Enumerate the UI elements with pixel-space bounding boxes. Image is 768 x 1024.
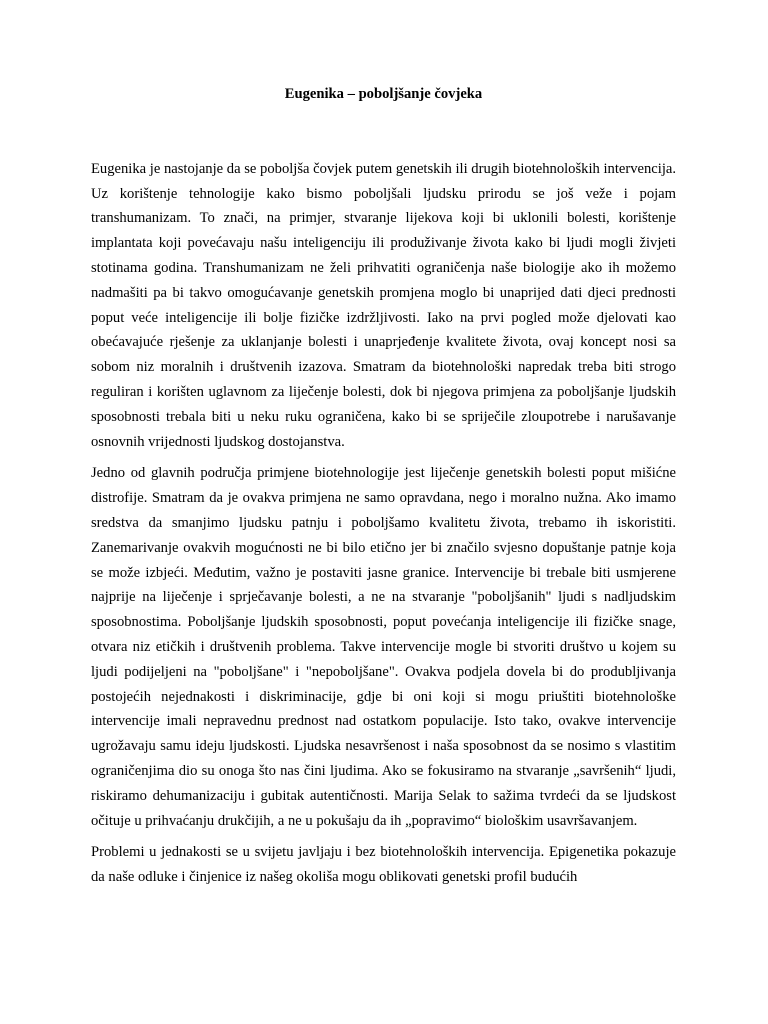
document-title: Eugenika – poboljšanje čovjeka: [284, 86, 483, 102]
paragraph-medical-use: Jedno od glavnih područja primjene biotehnologije jest liječenje genetskih bolesti poput mišićne distrofije. Smatram da je ovakva primjena ne samo opravdana, nego i moralno nužna. Ako imamo sredstva da smanjimo ljudsku patnju i poboljšamo kvalitetu života, trebamo ih iskoristiti. Zanemarivanje ovakvih mogućnosti ne bi bilo etično jer bi značilo svjesno dopuštanje patnje koja se može izbjeći. Međutim, važno je postaviti jasne granice. Intervencije bi trebale biti usmjerene najprije na liječenje i sprječavanje bolesti, a ne na stvaranje "poboljšanih" ljudi s nadljudskim sposobnostima. Poboljšanje ljudskih sposobnosti, poput povećanja inteligencije ili fizičke snage, otvara niz etičkih i društvenih problema. Takve intervencije mogle bi stvoriti društvo u kojem su ljudi podijeljeni na "poboljšane" i "nepoboljšane". Ovakva podjela dovela bi do produbljivanja postojećih nejednakosti i diskriminacije, gdje bi oni koji si mogu priuštiti biotehnološke intervencije imali nepravednu prednost nad ostatkom populacije. Isto tako, ovakve intervencije ugrožavaju samu ideju ljudskosti. Ljudska nesavršenost i naša sposobnost da se nosimo s vlastitim ograničenjima dio su onoga što nas čini ljudima. Ako se fokusiramo na stvaranje „savršenih“ ljudi, riskiramo dehumanizaciju i gubitak autentičnosti. Marija Selak to sažima tvrdeći da se ljudskost očituje u prihvaćanju drukčijih, a ne u pokušaju da ih „popravimo“ biološkim usavršavanjem.: [91, 465, 676, 829]
document-page: [91, 0, 676, 1024]
document-body: [91, 157, 676, 890]
paragraph-intro: Eugenika je nastojanje da se poboljša čovjek putem genetskih ili drugih biotehnoloških intervencija. Uz korištenje tehnologije kako bismo poboljšali ljudsku prirodu se još veže i pojam transhumanizam. To znači, na primjer, stvaranje lijekova koji bi uklonili bolesti, korištenje implantata koji povećavaju našu inteligenciju ili produživanje života kako bi ljudi mogli živjeti stotinama godina. Transhumanizam ne želi prihvatiti ograničenja naše biologije ako ih možemo nadmašiti pa bi takvo omogućavanje genetskih promjena moglo bi unaprijed dati djeci prednosti poput veće inteligencije ili bolje fizičke izdržljivosti. Iako na prvi pogled može djelovati kao obećavajuće rješenje za uklanjanje bolesti i unaprjeđenje kvalitete života, ovaj koncept nosi sa sobom niz moralnih i društvenih izazova. Smatram da biotehnološki napredak treba biti strogo reguliran i korišten uglavnom za liječenje bolesti, dok bi njegova primjena za poboljšanje ljudskih sposobnosti trebala biti u neku ruku ograničena, kako bi se spriječile zloupotrebe i narušavanje osnovnih vrijednosti ljudskog dostojanstva.: [91, 160, 676, 450]
paragraph-equality: Problemi u jednakosti se u svijetu javljaju i bez biotehnoloških intervencija. Epigenetika pokazuje da naše odluke i činjenice iz našeg okoliša mogu oblikovati genetski profil budućih: [91, 844, 676, 886]
